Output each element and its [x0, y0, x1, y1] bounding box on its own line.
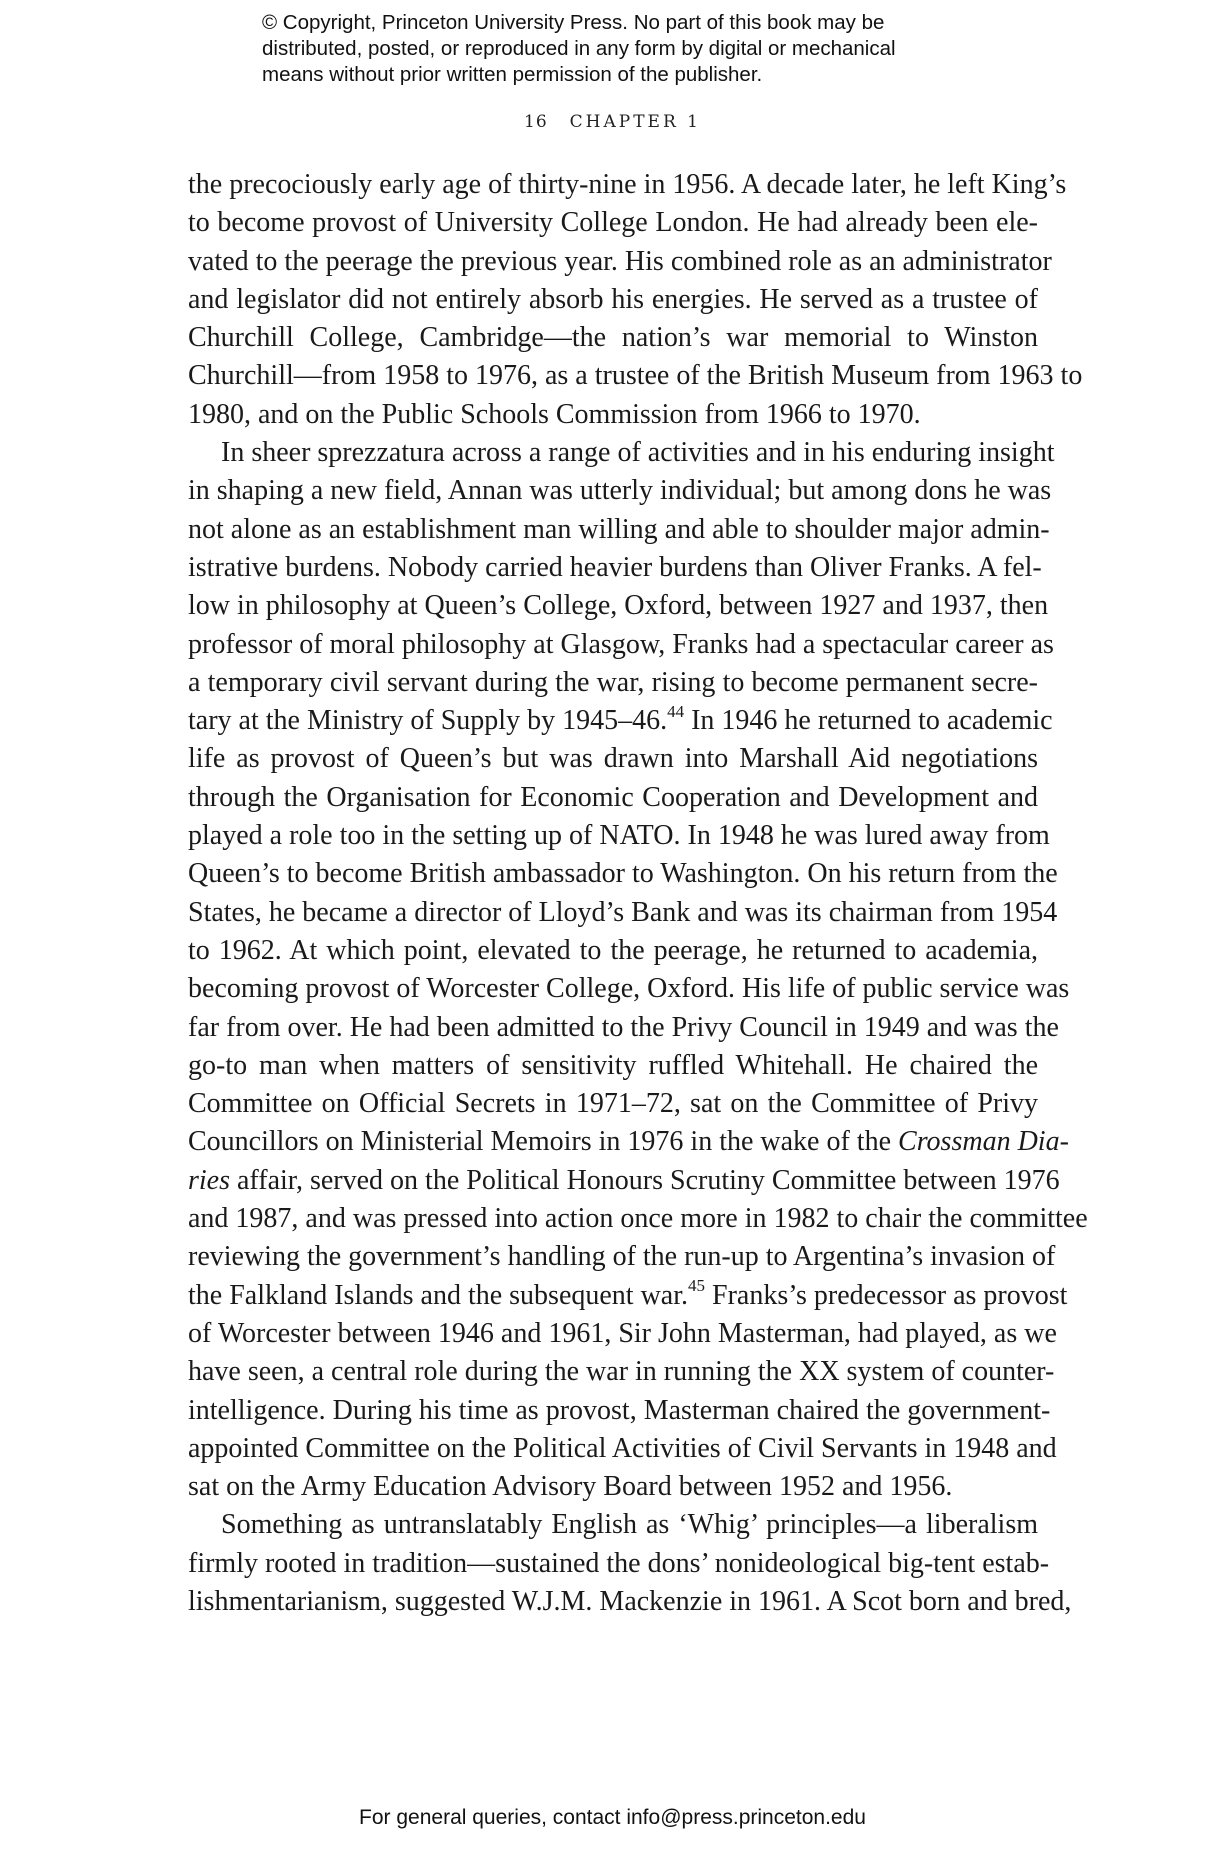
text-line: to 1962. At which point, elevated to the peerage, he returned to academia,: [188, 934, 1038, 966]
text-segment: Franks’s predecessor as provost: [705, 1279, 1068, 1311]
text-line: Committee on Official Secrets in 1971–72, sat on the Committee of Privy: [188, 1088, 1038, 1120]
text-segment: affair, served on the Political Honours Scrutiny Committee between 1976: [230, 1164, 1060, 1196]
text-line: becoming provost of Worcester College, Oxford. His life of public service was: [188, 973, 1070, 1005]
text-segment: the Falkland Islands and the subsequent war.: [188, 1279, 689, 1311]
text-line: the precociously early age of thirty-nine in 1956. A decade later, he left King’s: [188, 169, 1067, 200]
footnote-marker: 44: [667, 701, 685, 721]
text-line: go-to man when matters of sensitivity ruffled Whitehall. He chaired the: [188, 1049, 1038, 1081]
text-line: Queen’s to become British ambassador to Washington. On his return from the: [188, 858, 1058, 890]
text-line: sat on the Army Education Advisory Board between 1952 and 1956.: [188, 1471, 953, 1503]
text-segment: tary at the Ministry of Supply by 1945–46.: [188, 705, 668, 737]
text-line: intelligence. During his time as provost, Masterman chaired the government-: [188, 1394, 1051, 1426]
page-number: 16: [524, 112, 548, 132]
chapter-label: CHAPTER 1: [569, 112, 701, 132]
copyright-notice: [262, 10, 1022, 88]
text-line: appointed Committee on the Political Activities of Civil Servants in 1948 and: [188, 1432, 1057, 1464]
text-line: [188, 1123, 1069, 1161]
text-line: to become provost of University College London. He had already been ele-: [188, 207, 1038, 239]
text-line: Churchill—from 1958 to 1976, as a trustee of the British Museum from 1963 to: [188, 360, 1083, 392]
footnote-marker: 45: [688, 1276, 706, 1296]
text-line: lishmentarianism, suggested W.J.M. Mackenzie in 1961. A Scot born and bred,: [188, 1585, 1072, 1617]
text-line: have seen, a central role during the war in running the XX system of counter-: [188, 1356, 1055, 1388]
italic-title: ries: [188, 1164, 230, 1196]
text-line: [188, 1276, 1068, 1315]
text-line: played a role too in the setting up of NATO. In 1948 he was lured away from: [188, 820, 1050, 852]
footer-contact: For general queries, contact info@press.princeton.edu: [359, 1806, 866, 1829]
text-line: States, he became a director of Lloyd’s Bank and was its chairman from 1954: [188, 896, 1058, 928]
text-line: [188, 1162, 1060, 1200]
text-line: Churchill College, Cambridge—the nation’s war memorial to Winston: [188, 322, 1038, 354]
text-line: a temporary civil servant during the war, rising to become permanent secre-: [188, 666, 1038, 698]
text-line: in shaping a new field, Annan was utterly individual; but among dons he was: [188, 475, 1052, 507]
text-line: and legislator did not entirely absorb his energies. He served as a trustee of: [188, 283, 1038, 315]
text-line: vated to the peerage the previous year. His combined role as an administrator: [188, 245, 1052, 277]
running-head: [0, 112, 1225, 132]
text-line: firmly rooted in tradition—sustained the dons’ nonideological big-tent estab-: [188, 1547, 1050, 1579]
text-line: low in philosophy at Queen’s College, Oxford, between 1927 and 1937, then: [188, 590, 1049, 622]
text-line: In sheer sprezzatura across a range of activities and in his enduring insight: [221, 437, 1055, 469]
text-segment: In 1946 he returned to academic: [684, 705, 1053, 737]
copyright-line: © Copyright, Princeton University Press. No part of this book may be: [262, 11, 885, 34]
text-line: Something as untranslatably English as ‘Whig’ principles—a liberalism: [221, 1509, 1038, 1541]
text-segment: Councillors on Ministerial Memoirs in 1976 in the wake of the: [188, 1126, 899, 1158]
italic-title: Crossman Dia-: [898, 1126, 1069, 1158]
text-line: and 1987, and was pressed into action once more in 1982 to chair the committee: [188, 1203, 1088, 1235]
text-line: not alone as an establishment man willing and able to shoulder major admin-: [188, 513, 1050, 545]
text-line: istrative burdens. Nobody carried heavier burdens than Oliver Franks. A fel-: [188, 551, 1042, 583]
text-line: through the Organisation for Economic Cooperation and Development and: [188, 781, 1038, 813]
text-line: far from over. He had been admitted to the Privy Council in 1949 and was the: [188, 1011, 1059, 1043]
text-line: of Worcester between 1946 and 1961, Sir John Masterman, had played, as we: [188, 1317, 1057, 1349]
copyright-line: means without prior written permission of the publisher.: [262, 63, 763, 86]
text-line: professor of moral philosophy at Glasgow, Franks had a spectacular career as: [188, 628, 1054, 660]
text-line: 1980, and on the Public Schools Commission from 1966 to 1970.: [188, 398, 921, 430]
text-line: [188, 701, 1053, 740]
text-line: reviewing the government’s handling of the run-up to Argentina’s invasion of: [188, 1241, 1056, 1273]
text-line: life as provost of Queen’s but was drawn into Marshall Aid negotiations: [188, 743, 1038, 775]
body-text: [188, 166, 1088, 1621]
copyright-line: distributed, posted, or reproduced in any form by digital or mechanical: [262, 37, 896, 60]
